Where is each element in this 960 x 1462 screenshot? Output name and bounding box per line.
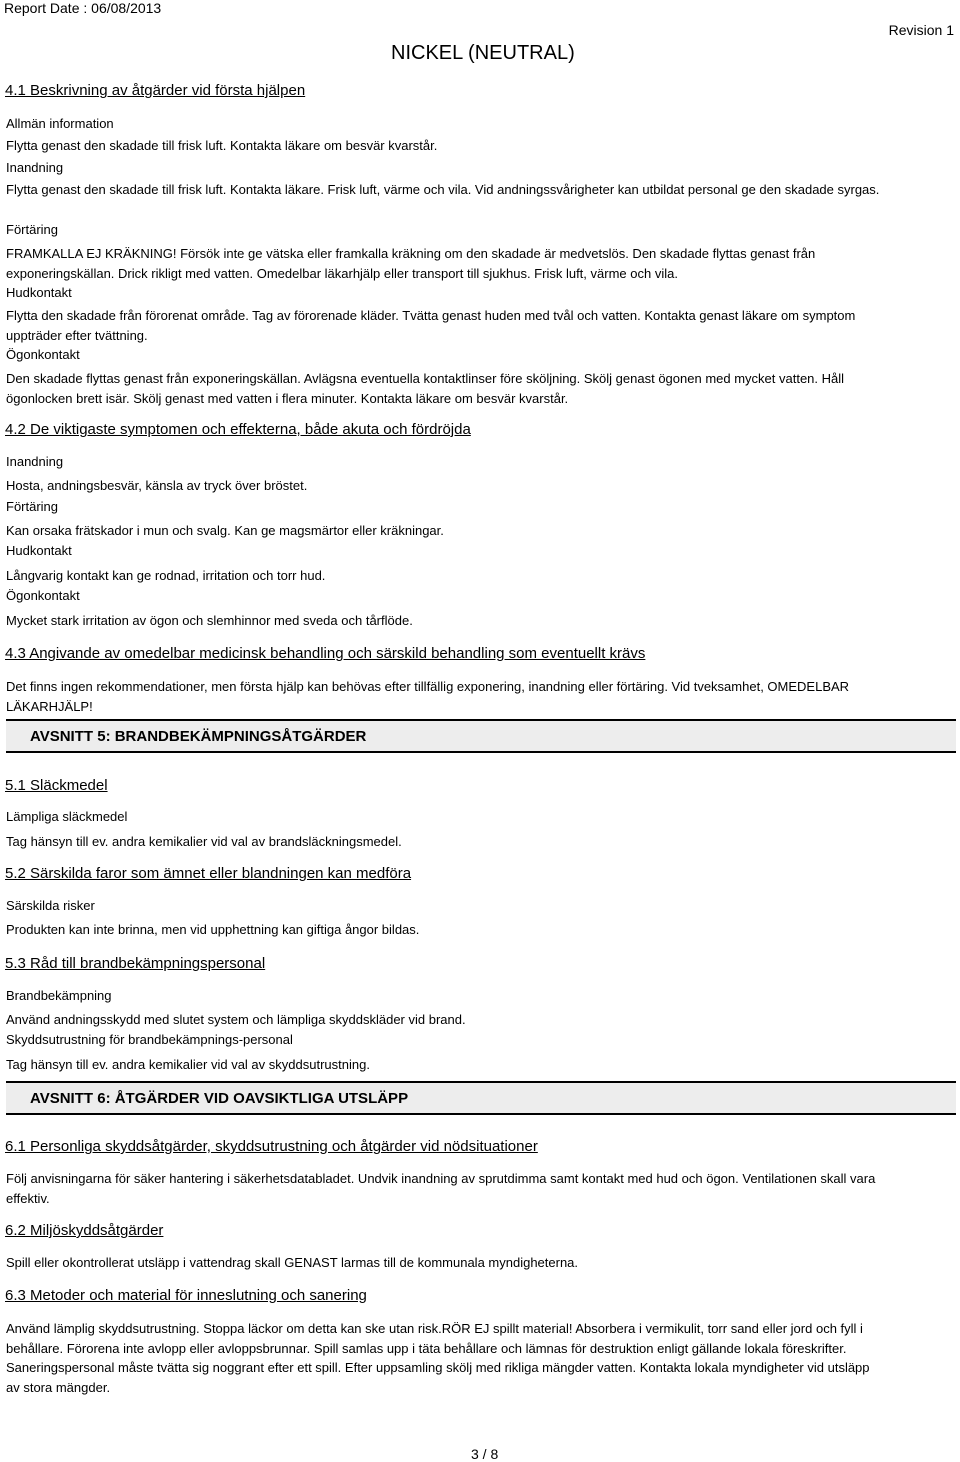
- section-5-header: [6, 719, 956, 753]
- label-special-risks: Särskilda risker: [6, 898, 95, 913]
- text-4-3: Det finns ingen rekommendationer, men första hjälp kan behövas efter tillfällig exponering, inandning eller förtäring. Vid tveksamhet, OMEDELBAR LÄKARHJÄLP!: [6, 679, 850, 714]
- heading-6-2: 6.2 Miljöskyddsåtgärder: [5, 1222, 164, 1239]
- document-title: NICKEL (NEUTRAL): [391, 42, 575, 64]
- text-protective-equipment: Tag hänsyn till ev. andra kemikalier vid val av skyddsutrustning.: [6, 1057, 370, 1072]
- label-skin-contact-2: Hudkontakt: [6, 543, 72, 558]
- text-skin-contact-2: Långvarig kontakt kan ge rodnad, irritation och torr hud.: [6, 568, 326, 583]
- label-ingestion-2: Förtäring: [6, 499, 59, 514]
- report-date: Report Date : 06/08/2013: [4, 0, 162, 16]
- text-eye-contact-2: Mycket stark irritation av ögon och slemhinnor med sveda och tårflöde.: [6, 613, 413, 628]
- heading-6-3: 6.3 Metoder och material för inneslutning och sanering: [5, 1287, 367, 1304]
- section-6-title: AVSNITT 6: ÅTGÄRDER VID OAVSIKTLIGA UTSLÄPP: [30, 1090, 409, 1107]
- text-inhalation-2: Hosta, andningsbesvär, känsla av tryck över bröstet.: [6, 478, 308, 493]
- text-6-1: Följ anvisningarna för säker hantering i säkerhetsdatabladet. Undvik inandning av sprutdimma samt kontakt med hud och ögon. Ventilationen skall vara effektiv.: [6, 1171, 876, 1206]
- heading-6-1: 6.1 Personliga skyddsåtgärder, skyddsutrustning och åtgärder vid nödsituationer: [5, 1138, 538, 1155]
- heading-4-3: 4.3 Angivande av omedelbar medicinsk behandling och särskild behandling som eventuellt krävs: [5, 645, 646, 662]
- text-firefighting: Använd andningsskydd med slutet system och lämpliga skyddskläder vid brand.: [6, 1012, 466, 1027]
- text-6-3: Använd lämplig skyddsutrustning. Stoppa läckor om detta kan ske utan risk.RÖR EJ spillt material! Absorbera i vermikulit, torr sand eller jord och fyll i behållare. Förorena inte avlopp eller avloppsbrunnar. Spill samlas upp i täta behållare och lämnas för destruktion enligt gällande lokala föreskrifter. Saneringspersonal måste tvätta sig noggrant efter ett spill. Efter uppsamling skölj med rikliga mängder vatten. Kontakta lokala myndigheter vid utsläpp av stora mängder.: [6, 1321, 870, 1395]
- page-number: 3 / 8: [471, 1446, 499, 1462]
- heading-4-1: 4.1 Beskrivning av åtgärder vid första hjälpen: [5, 82, 306, 99]
- label-inhalation-2: Inandning: [6, 454, 64, 469]
- heading-5-3: 5.3 Råd till brandbekämpningspersonal: [5, 955, 266, 972]
- text-inhalation: Flytta genast den skadade till frisk luft. Kontakta läkare. Frisk luft, värme och vila. Vid andningssvårigheter kan utbildat personal ge den skadade syrgas.: [6, 182, 880, 197]
- section-5-title: AVSNITT 5: BRANDBEKÄMPNINGSÅTGÄRDER: [30, 728, 367, 745]
- label-extinguishing-media: Lämpliga släckmedel: [6, 809, 128, 824]
- label-ingestion: Förtäring: [6, 222, 59, 237]
- section-6-header: [6, 1081, 956, 1115]
- label-protective-equipment: Skyddsutrustning för brandbekämpnings-personal: [6, 1032, 293, 1047]
- label-firefighting: Brandbekämpning: [6, 988, 112, 1003]
- text-ingestion-2: Kan orsaka frätskador i mun och svalg. Kan ge magsmärtor eller kräkningar.: [6, 523, 444, 538]
- label-skin-contact: Hudkontakt: [6, 285, 72, 300]
- heading-5-2: 5.2 Särskilda faror som ämnet eller blandningen kan medföra: [5, 865, 412, 882]
- label-general-info: Allmän information: [6, 116, 114, 131]
- text-eye-contact: Den skadade flyttas genast från exponeringskällan. Avlägsna eventuella kontaktlinser före sköljning. Skölj genast ögonen med mycket vatten. Håll ögonlocken brett isär. Skölj genast med vatten i flera minuter. Kontakta läkare om besvär kvarstår.: [6, 371, 845, 406]
- revision-label: Revision 1: [888, 22, 954, 38]
- heading-4-2: 4.2 De viktigaste symptomen och effekterna, både akuta och fördröjda: [5, 421, 471, 438]
- label-inhalation: Inandning: [6, 160, 64, 175]
- text-extinguishing-media: Tag hänsyn till ev. andra kemikalier vid val av brandsläckningsmedel.: [6, 834, 402, 849]
- label-eye-contact: Ögonkontakt: [6, 347, 80, 362]
- text-ingestion: FRAMKALLA EJ KRÄKNING! Försök inte ge vätska eller framkalla kräkning om den skadade är medvetslös. Den skadade flyttas genast från exponeringskällan. Drick rikligt med vatten. Omedelbar läkarhjälp eller transport till sjukhus. Frisk luft, värme och vila.: [6, 246, 816, 281]
- text-6-2: Spill eller okontrollerat utsläpp i vattendrag skall GENAST larmas till de kommunala myndigheterna.: [6, 1255, 579, 1270]
- heading-5-1: 5.1 Släckmedel: [5, 777, 108, 794]
- text-skin-contact: Flytta den skadade från förorenat område. Tag av förorenade kläder. Tvätta genast huden med tvål och vatten. Kontakta genast läkare om symptom uppträder efter tvättning.: [6, 308, 856, 343]
- label-eye-contact-2: Ögonkontakt: [6, 588, 80, 603]
- text-special-risks: Produkten kan inte brinna, men vid upphettning kan giftiga ångor bildas.: [6, 922, 420, 937]
- text-general-info: Flytta genast den skadade till frisk luft. Kontakta läkare om besvär kvarstår.: [6, 138, 438, 153]
